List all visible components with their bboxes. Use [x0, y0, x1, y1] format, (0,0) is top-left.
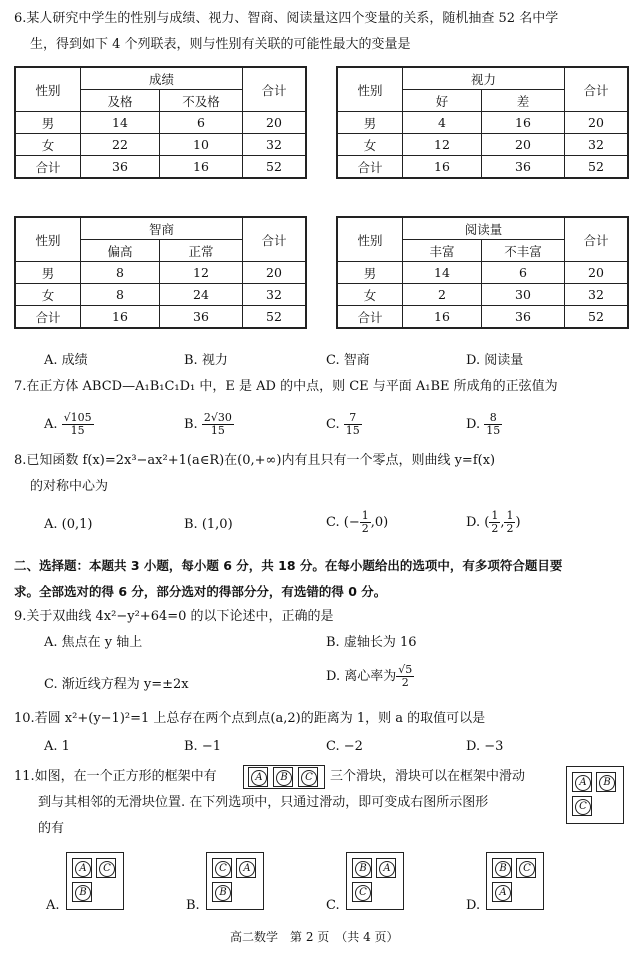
slider-block: [248, 767, 268, 787]
header-group: 智商: [81, 217, 243, 240]
table-row: [15, 134, 306, 156]
table-cell: 男: [337, 112, 403, 134]
slider-block: [236, 858, 256, 878]
slider-letter: B: [276, 770, 292, 786]
slider-letter: A: [495, 885, 511, 901]
table-cell: 6: [160, 112, 243, 134]
slider-letter: C: [575, 799, 591, 815]
math-text: ,0): [370, 515, 389, 530]
table-cell: 16: [403, 306, 482, 329]
q9-stem: 9.关于双曲线 4x²−y²+64=0 的以下论述中，正确的是: [14, 609, 334, 624]
numerator: 1: [491, 509, 499, 522]
table-cell: 男: [15, 112, 81, 134]
table-cell: 14: [403, 262, 482, 284]
table-cell: 合计: [15, 156, 81, 179]
table-cell: 32: [243, 134, 307, 156]
option-label: C.: [326, 417, 340, 432]
q6-option-c[interactable]: C. 智商: [326, 353, 370, 368]
table-cell: 52: [565, 306, 629, 329]
table-cell: 8: [81, 262, 160, 284]
fraction: [344, 412, 362, 437]
denominator: 2: [506, 522, 514, 535]
denominator: 2: [401, 676, 409, 689]
table-cell: 男: [15, 262, 81, 284]
table-row: [337, 112, 628, 134]
slider-block: [96, 858, 116, 878]
contingency-table: [336, 216, 629, 329]
q6-option-a[interactable]: A. 成绩: [44, 353, 88, 368]
fraction: [202, 412, 234, 437]
table-cell: 女: [15, 284, 81, 306]
q6-stem-line2: 生，得到如下 4 个列联表，则与性别有关联的可能性最大的变量是: [30, 37, 411, 52]
q8-stem-line2: 的对称中心为: [30, 479, 109, 494]
numerator: 7: [344, 412, 362, 425]
page-footer: 高二数学 第 2 页 （共 4 页）: [230, 930, 399, 944]
slider-letter: A: [251, 770, 267, 786]
table-cell: 32: [565, 134, 629, 156]
header-group: 视力: [403, 67, 565, 90]
header-group: 阅读量: [403, 217, 565, 240]
table-cell: 36: [482, 156, 565, 179]
q11-stem-line1a: 11.如图，在一个正方形的框架中有: [14, 769, 217, 784]
table-cell: 32: [565, 284, 629, 306]
fraction: [484, 412, 502, 437]
option-label: A.: [44, 417, 58, 432]
table-row: [337, 284, 628, 306]
table-cell: 32: [243, 284, 307, 306]
slider-letter: C: [99, 861, 115, 877]
table-cell: 20: [482, 134, 565, 156]
slider-letter: C: [519, 861, 535, 877]
table-cell: 52: [243, 306, 307, 329]
q6-stem-line1: 6.某人研究中学生的性别与成绩、视力、智商、阅读量这四个变量的关系，随机抽查 52 名中学: [14, 11, 559, 26]
table-cell: 10: [160, 134, 243, 156]
q10-option-a[interactable]: A. 1: [44, 739, 70, 754]
table-cell: 男: [337, 262, 403, 284]
table-row: [337, 306, 628, 329]
header-label: 性别: [15, 67, 81, 112]
table-cell: 8: [81, 284, 160, 306]
fraction: [396, 664, 414, 689]
q11-option-figure: [206, 852, 264, 910]
fraction: [360, 510, 371, 535]
header-col2: 不及格: [160, 90, 243, 112]
header-total: 合计: [565, 67, 629, 112]
math-text: ,: [500, 515, 505, 530]
table-cell: 12: [160, 262, 243, 284]
header-col2: 正常: [160, 240, 243, 262]
q9-option-c[interactable]: C. 渐近线方程为 y=±2x: [44, 677, 189, 692]
table-cell: 14: [81, 112, 160, 134]
slider-block: [212, 882, 232, 902]
table-row: [337, 134, 628, 156]
table-cell: 20: [565, 262, 629, 284]
q10-option-c[interactable]: C. −2: [326, 739, 363, 754]
q10-option-d[interactable]: D. −3: [466, 739, 504, 754]
q7-option-a[interactable]: [44, 412, 94, 437]
q11-option-figure: [66, 852, 124, 910]
denominator: 2: [361, 522, 369, 535]
table-cell: 24: [160, 284, 243, 306]
denominator: 15: [70, 424, 85, 437]
q10-stem: 10.若圆 x²+(y−1)²=1 上总存在两个点到点(a,2)的距离为 1，则 a 的取值可以是: [14, 711, 486, 726]
header-total: 合计: [243, 67, 307, 112]
table-row: [337, 262, 628, 284]
option-label: D.: [466, 417, 481, 432]
table-cell: 36: [482, 306, 565, 329]
table-row: [15, 306, 306, 329]
slider-set: [243, 765, 325, 789]
header-label: 性别: [337, 217, 403, 262]
table-cell: 20: [565, 112, 629, 134]
contingency-table: [14, 66, 307, 179]
table-cell: 20: [243, 262, 307, 284]
slider-block: [492, 882, 512, 902]
slider-block: [273, 767, 293, 787]
table-cell: 52: [565, 156, 629, 179]
denominator: 15: [486, 424, 501, 437]
slider-block: [298, 767, 318, 787]
header-col1: 丰富: [403, 240, 482, 262]
table-row: [337, 156, 628, 179]
table-row: [15, 156, 306, 179]
table-cell: 36: [160, 306, 243, 329]
slider-letter: C: [301, 770, 317, 786]
math-text: ): [515, 515, 521, 530]
slider-block: [492, 858, 512, 878]
contingency-table: [336, 66, 629, 179]
math-text: (: [484, 515, 490, 530]
header-total: 合计: [565, 217, 629, 262]
numerator: 2√30: [203, 411, 232, 424]
slider-block: [352, 858, 372, 878]
slider-block: [72, 882, 92, 902]
q11-option-label[interactable]: B.: [186, 898, 200, 913]
contingency-table: [14, 216, 307, 329]
q9-option-a[interactable]: A. 焦点在 y 轴上: [44, 635, 143, 650]
table-row: [15, 262, 306, 284]
q11-stem-line1b: 三个滑块，滑块可以在框架中滑动: [330, 769, 526, 784]
slider-block: [376, 858, 396, 878]
q11-option-label[interactable]: D.: [466, 898, 481, 913]
option-label: D.: [466, 515, 481, 530]
slider-letter: A: [75, 861, 91, 877]
denominator: 15: [345, 424, 360, 437]
q11-option-figure: [346, 852, 404, 910]
q8-option-d[interactable]: [466, 510, 521, 535]
table-cell: 12: [403, 134, 482, 156]
q11-option-label[interactable]: A.: [46, 898, 60, 913]
header-group: 成绩: [81, 67, 243, 90]
q7-option-b[interactable]: [184, 412, 234, 437]
q11-option-label[interactable]: C.: [326, 898, 340, 913]
slider-block: [516, 858, 536, 878]
table-cell: 16: [160, 156, 243, 179]
slider-letter: A: [379, 861, 395, 877]
header-label: 性别: [15, 217, 81, 262]
q10-option-b[interactable]: B. −1: [184, 739, 221, 754]
table-cell: 36: [81, 156, 160, 179]
q11-stem-line2: 到与其相邻的无滑块位置. 在下列选项中，只通过滑动，即可变成右图所示图形: [38, 795, 489, 810]
table-cell: 女: [337, 134, 403, 156]
numerator: 8: [484, 412, 502, 425]
table-cell: 合计: [15, 306, 81, 329]
slider-letter: B: [215, 885, 231, 901]
numerator: √5: [398, 663, 413, 676]
table-cell: 2: [403, 284, 482, 306]
q9-option-b[interactable]: B. 虚轴长为 16: [326, 635, 417, 650]
numerator: 1: [361, 509, 369, 522]
q8-option-c[interactable]: [326, 510, 388, 535]
slider-block: [352, 882, 372, 902]
q8-option-b[interactable]: B. (1,0): [184, 517, 233, 532]
denominator: 2: [491, 522, 499, 535]
q11-stem-line3: 的有: [38, 821, 65, 836]
slider-letter: A: [575, 775, 591, 791]
header-label: 性别: [337, 67, 403, 112]
denominator: 15: [210, 424, 225, 437]
target-figure: [566, 766, 624, 824]
slider-letter: A: [239, 861, 255, 877]
header-col1: 好: [403, 90, 482, 112]
slider-block: [572, 796, 592, 816]
table-cell: 合计: [337, 306, 403, 329]
slider-block: [212, 858, 232, 878]
slider-letter: B: [75, 885, 91, 901]
table-cell: 16: [81, 306, 160, 329]
fraction: [504, 510, 515, 535]
header-col1: 及格: [81, 90, 160, 112]
slider-letter: B: [599, 775, 615, 791]
slider-block: [72, 858, 92, 878]
table-cell: 16: [403, 156, 482, 179]
header-col2: 不丰富: [482, 240, 565, 262]
table-row: [15, 284, 306, 306]
table-cell: 20: [243, 112, 307, 134]
math-text: (−: [343, 515, 360, 530]
q9-option-d[interactable]: [326, 664, 414, 689]
header-col1: 偏高: [81, 240, 160, 262]
slider-letter: B: [495, 861, 511, 877]
header-total: 合计: [243, 217, 307, 262]
q6-option-b[interactable]: B. 视力: [184, 353, 228, 368]
slider-letter: C: [215, 861, 231, 877]
slider-block: [596, 772, 616, 792]
table-row: [15, 112, 306, 134]
q7-option-d[interactable]: [466, 412, 502, 437]
section2-header-line2: 求。全部选对的得 6 分，部分选对的得部分分，有选错的得 0 分。: [14, 584, 387, 599]
option-label: C.: [326, 515, 340, 530]
numerator: 1: [506, 509, 514, 522]
slider-block: [572, 772, 592, 792]
table-cell: 6: [482, 262, 565, 284]
table-cell: 女: [15, 134, 81, 156]
numerator: √105: [63, 411, 92, 424]
slider-letter: B: [355, 861, 371, 877]
q7-option-c[interactable]: [326, 412, 362, 437]
table-cell: 4: [403, 112, 482, 134]
fraction: [62, 412, 94, 437]
q6-option-d[interactable]: D. 阅读量: [466, 353, 524, 368]
option-label: B.: [184, 417, 198, 432]
section2-header-line1: 二、选择题：本题共 3 小题，每小题 6 分，共 18 分。在每小题给出的选项中，有多项符合题目要: [14, 558, 563, 573]
table-cell: 52: [243, 156, 307, 179]
table-cell: 22: [81, 134, 160, 156]
q7-stem: 7.在正方体 ABCD—A₁B₁C₁D₁ 中，E 是 AD 的中点，则 CE 与平面 A₁BE 所成角的正弦值为: [14, 379, 558, 394]
q8-option-a[interactable]: A. (0,1): [44, 517, 93, 532]
header-col2: 差: [482, 90, 565, 112]
table-cell: 女: [337, 284, 403, 306]
fraction: [489, 510, 500, 535]
option-label: D. 离心率为: [326, 669, 397, 684]
q11-option-figure: [486, 852, 544, 910]
slider-letter: C: [355, 885, 371, 901]
table-cell: 16: [482, 112, 565, 134]
q8-stem: 8.已知函数 f(x)=2x³−ax²+1(a∈R)在(0,+∞)内有且只有一个零点，则曲线 y=f(x): [14, 453, 496, 468]
table-cell: 30: [482, 284, 565, 306]
table-cell: 合计: [337, 156, 403, 179]
